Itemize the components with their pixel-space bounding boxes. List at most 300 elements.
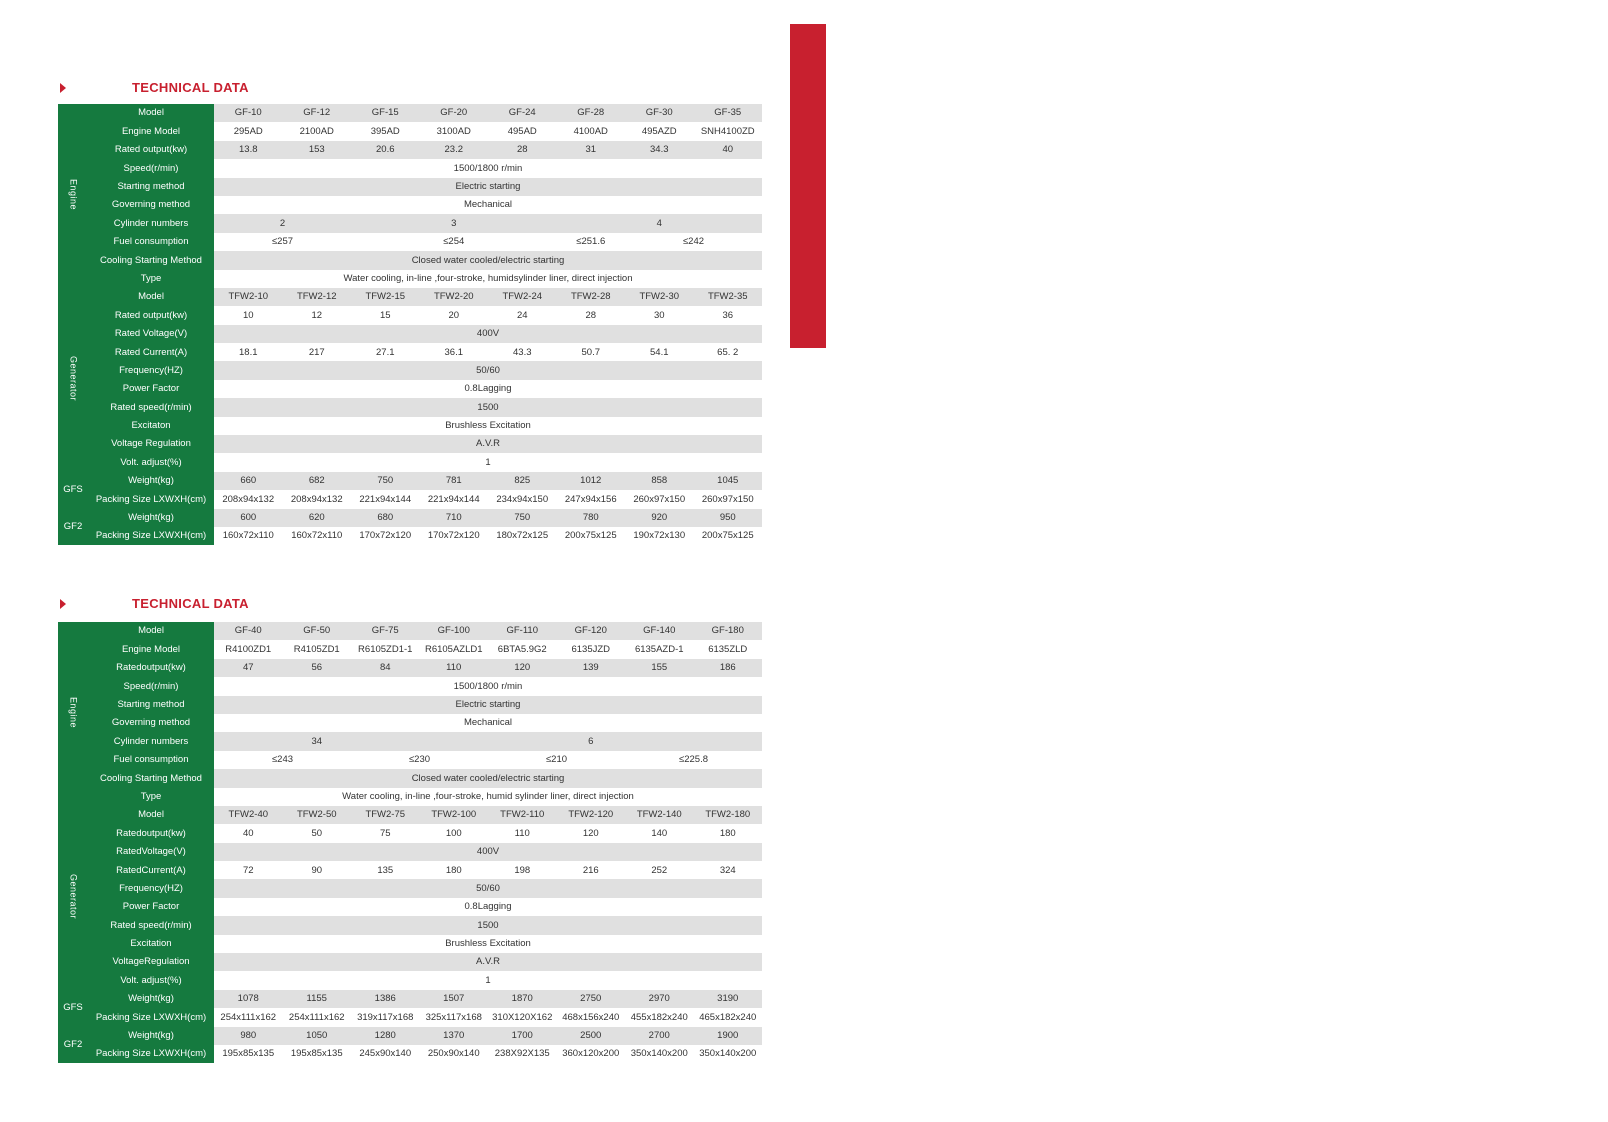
row-label: Engine Model (88, 640, 214, 658)
table-row (58, 622, 762, 640)
value-cell: GF-140 (625, 622, 694, 640)
value-cell: GF-20 (420, 104, 489, 122)
value-cell: 56 (283, 659, 352, 677)
value-cell: 170x72x120 (420, 527, 489, 545)
merged-value-cell: ≤251.6 (557, 233, 626, 251)
value-cell: 36.1 (420, 343, 489, 361)
table-row (58, 288, 762, 306)
value-cell: R6105ZD1-1 (351, 640, 420, 658)
value-cell: TFW2-140 (625, 806, 694, 824)
value-cell: 310X120X162 (488, 1008, 557, 1026)
row-label: Model (88, 622, 214, 640)
value-cell: 247x94x156 (557, 490, 626, 508)
value-cell: 50.7 (557, 343, 626, 361)
section-header-1 (60, 80, 249, 95)
value-cell: 200x75x125 (557, 527, 626, 545)
value-cell: R4105ZD1 (283, 640, 352, 658)
shared-value-cell: 0.8Lagging (214, 380, 762, 398)
table-row (58, 898, 762, 916)
row-label: Type (88, 270, 214, 288)
value-cell: R6105AZLD1 (420, 640, 489, 658)
group-label-text: Generator (68, 356, 79, 402)
value-cell: 6135AZD-1 (625, 640, 694, 658)
row-label: Fuel consumption (88, 751, 214, 769)
value-cell: 50 (283, 824, 352, 842)
value-cell: GF-12 (283, 104, 352, 122)
table-row (58, 677, 762, 695)
table-row (58, 251, 762, 269)
value-cell: GF-30 (625, 104, 694, 122)
value-cell: 198 (488, 861, 557, 879)
value-cell: 620 (283, 509, 352, 527)
group-label-engine (58, 622, 88, 806)
value-cell: 180 (694, 824, 763, 842)
table-row (58, 824, 762, 842)
value-cell: 30 (625, 306, 694, 324)
value-cell: 217 (283, 343, 352, 361)
merged-value-cell: 4 (557, 214, 763, 232)
red-arrow-icon (60, 599, 66, 609)
value-cell: 2100AD (283, 122, 352, 140)
row-label: Power Factor (88, 898, 214, 916)
value-cell: 170x72x120 (351, 527, 420, 545)
shared-value-cell: Water cooling, in-line ,four-stroke, humidsylinder liner, direct injection (214, 270, 762, 288)
table-row (58, 843, 762, 861)
table-row (58, 788, 762, 806)
group-label-generator (58, 288, 88, 472)
value-cell: TFW2-10 (214, 288, 283, 306)
value-cell: 3190 (694, 990, 763, 1008)
value-cell: TFW2-35 (694, 288, 763, 306)
row-label: Volt. adjust(%) (88, 453, 214, 471)
value-cell: 495AZD (625, 122, 694, 140)
value-cell: 319x117x168 (351, 1008, 420, 1026)
table-row (58, 769, 762, 787)
value-cell: GF-50 (283, 622, 352, 640)
value-cell: 1370 (420, 1027, 489, 1045)
group-label-engine (58, 104, 88, 288)
value-cell: 680 (351, 509, 420, 527)
value-cell: 295AD (214, 122, 283, 140)
shared-value-cell: Brushless Excitation (214, 417, 762, 435)
shared-value-cell: 1500 (214, 916, 762, 934)
group-label-text: GFS (63, 1002, 83, 1014)
value-cell: GF-35 (694, 104, 763, 122)
table-row (58, 361, 762, 379)
value-cell: 260x97x150 (625, 490, 694, 508)
value-cell: 140 (625, 824, 694, 842)
row-label: RatedVoltage(V) (88, 843, 214, 861)
row-label: Frequency(HZ) (88, 361, 214, 379)
value-cell: GF-110 (488, 622, 557, 640)
row-label: Power Factor (88, 380, 214, 398)
value-cell: 110 (488, 824, 557, 842)
merged-value-cell: 6 (420, 732, 763, 750)
value-cell: TFW2-24 (488, 288, 557, 306)
value-cell: 1386 (351, 990, 420, 1008)
value-cell: 47 (214, 659, 283, 677)
value-cell: 153 (283, 141, 352, 159)
value-cell: 325x117x168 (420, 1008, 489, 1026)
value-cell: 186 (694, 659, 763, 677)
value-cell: 1155 (283, 990, 352, 1008)
table-row (58, 490, 762, 508)
value-cell: 1050 (283, 1027, 352, 1045)
row-label: Voltage Regulation (88, 435, 214, 453)
merged-value-cell: 2 (214, 214, 351, 232)
value-cell: 465x182x240 (694, 1008, 763, 1026)
value-cell: 195x85x135 (214, 1045, 283, 1063)
row-label: Cooling Starting Method (88, 251, 214, 269)
value-cell: TFW2-12 (283, 288, 352, 306)
table-row (58, 935, 762, 953)
value-cell: GF-40 (214, 622, 283, 640)
group-label-text: Generator (68, 874, 79, 920)
value-cell: 190x72x130 (625, 527, 694, 545)
row-label: Ratedoutput(kw) (88, 659, 214, 677)
value-cell: TFW2-180 (694, 806, 763, 824)
table-row (58, 806, 762, 824)
merged-value-cell: 34 (214, 732, 420, 750)
group-label-gfs (58, 990, 88, 1027)
merged-value-cell: ≤243 (214, 751, 351, 769)
value-cell: GF-15 (351, 104, 420, 122)
value-cell: 780 (557, 509, 626, 527)
table-row (58, 233, 762, 251)
shared-value-cell: 1 (214, 971, 762, 989)
row-label: Weight(kg) (88, 990, 214, 1008)
row-label: Type (88, 788, 214, 806)
value-cell: 858 (625, 472, 694, 490)
table-row (58, 1027, 762, 1045)
value-cell: 6135JZD (557, 640, 626, 658)
value-cell: GF-100 (420, 622, 489, 640)
value-cell: TFW2-28 (557, 288, 626, 306)
row-label: Weight(kg) (88, 509, 214, 527)
table-row (58, 178, 762, 196)
value-cell: 23.2 (420, 141, 489, 159)
merged-value-cell: ≤257 (214, 233, 351, 251)
table-row (58, 714, 762, 732)
value-cell: TFW2-40 (214, 806, 283, 824)
value-cell: 31 (557, 141, 626, 159)
value-cell: 20.6 (351, 141, 420, 159)
table-row (58, 453, 762, 471)
value-cell: 28 (557, 306, 626, 324)
table-row (58, 306, 762, 324)
value-cell: 24 (488, 306, 557, 324)
row-label: Rated Current(A) (88, 343, 214, 361)
value-cell: 20 (420, 306, 489, 324)
shared-value-cell: 0.8Lagging (214, 898, 762, 916)
row-label: Cylinder numbers (88, 214, 214, 232)
value-cell: SNH4100ZD (694, 122, 763, 140)
row-label: Packing Size LXWXH(cm) (88, 1045, 214, 1063)
group-label-gf2 (58, 1027, 88, 1064)
value-cell: 250x90x140 (420, 1045, 489, 1063)
shared-value-cell: 50/60 (214, 361, 762, 379)
merged-value-cell: ≤225.8 (625, 751, 762, 769)
value-cell: 10 (214, 306, 283, 324)
value-cell: 13.8 (214, 141, 283, 159)
value-cell: 238X92X135 (488, 1045, 557, 1063)
value-cell: 252 (625, 861, 694, 879)
value-cell: 254x111x162 (283, 1008, 352, 1026)
shared-value-cell: 1500/1800 r/min (214, 677, 762, 695)
value-cell: 40 (694, 141, 763, 159)
red-arrow-icon (60, 83, 66, 93)
shared-value-cell: A.V.R (214, 953, 762, 971)
value-cell: 781 (420, 472, 489, 490)
value-cell: 36 (694, 306, 763, 324)
value-cell: 980 (214, 1027, 283, 1045)
row-label: Model (88, 288, 214, 306)
table-row (58, 343, 762, 361)
value-cell: 1900 (694, 1027, 763, 1045)
row-label: Packing Size LXWXH(cm) (88, 527, 214, 545)
value-cell: TFW2-75 (351, 806, 420, 824)
row-label: Volt. adjust(%) (88, 971, 214, 989)
row-label: Speed(r/min) (88, 159, 214, 177)
value-cell: 455x182x240 (625, 1008, 694, 1026)
row-label: RatedCurrent(A) (88, 861, 214, 879)
table-row (58, 398, 762, 416)
value-cell: 200x75x125 (694, 527, 763, 545)
row-label: Rated speed(r/min) (88, 398, 214, 416)
table-row (58, 472, 762, 490)
value-cell: TFW2-20 (420, 288, 489, 306)
row-label: Starting method (88, 178, 214, 196)
table-row (58, 1045, 762, 1063)
value-cell: 2750 (557, 990, 626, 1008)
section-title: TECHNICAL DATA (132, 596, 249, 611)
value-cell: 3100AD (420, 122, 489, 140)
value-cell: 120 (557, 824, 626, 842)
value-cell: 110 (420, 659, 489, 677)
row-label: VoltageRegulation (88, 953, 214, 971)
table-row (58, 640, 762, 658)
value-cell: 1078 (214, 990, 283, 1008)
shared-value-cell: Brushless Excitation (214, 935, 762, 953)
value-cell: 920 (625, 509, 694, 527)
brand-label: DONGFENG MACHINERY ELECTRICAL 东风机电 (1590, 47, 1606, 373)
group-label-text: GF2 (63, 1039, 83, 1051)
shared-value-cell: Electric starting (214, 696, 762, 714)
table-row (58, 104, 762, 122)
section-header-2 (60, 596, 249, 611)
table-row (58, 270, 762, 288)
row-label: Packing Size LXWXH(cm) (88, 490, 214, 508)
value-cell: 260x97x150 (694, 490, 763, 508)
group-label-generator (58, 806, 88, 990)
value-cell: 1045 (694, 472, 763, 490)
row-label: Weight(kg) (88, 472, 214, 490)
value-cell: 6135ZLD (694, 640, 763, 658)
row-label: Rated speed(r/min) (88, 916, 214, 934)
row-label: Weight(kg) (88, 1027, 214, 1045)
value-cell: 6BTA5.9G2 (488, 640, 557, 658)
value-cell: TFW2-50 (283, 806, 352, 824)
merged-value-cell: ≤230 (351, 751, 488, 769)
value-cell: TFW2-30 (625, 288, 694, 306)
merged-value-cell: 3 (351, 214, 557, 232)
value-cell: TFW2-110 (488, 806, 557, 824)
row-label: Model (88, 806, 214, 824)
value-cell: 1507 (420, 990, 489, 1008)
value-cell: 1870 (488, 990, 557, 1008)
table-row (58, 417, 762, 435)
table-row (58, 1008, 762, 1026)
spec-table-1 (58, 104, 762, 545)
row-label: Excitation (88, 935, 214, 953)
group-label-gfs (58, 472, 88, 509)
shared-value-cell: 50/60 (214, 879, 762, 897)
row-label: Model (88, 104, 214, 122)
spec-table-2 (58, 622, 762, 1063)
row-label: Starting method (88, 696, 214, 714)
table-row (58, 325, 762, 343)
value-cell: TFW2-100 (420, 806, 489, 824)
value-cell: 139 (557, 659, 626, 677)
value-cell: 34.3 (625, 141, 694, 159)
value-cell: 40 (214, 824, 283, 842)
shared-value-cell: Mechanical (214, 714, 762, 732)
value-cell: GF-28 (557, 104, 626, 122)
shared-value-cell: 1500 (214, 398, 762, 416)
value-cell: 1700 (488, 1027, 557, 1045)
value-cell: 1280 (351, 1027, 420, 1045)
shared-value-cell: 400V (214, 843, 762, 861)
value-cell: GF-120 (557, 622, 626, 640)
value-cell: 245x90x140 (351, 1045, 420, 1063)
value-cell: 135 (351, 861, 420, 879)
value-cell: 682 (283, 472, 352, 490)
row-label: Rated output(kw) (88, 141, 214, 159)
value-cell: 825 (488, 472, 557, 490)
value-cell: 65. 2 (694, 343, 763, 361)
group-label-text: Engine (68, 697, 79, 729)
row-label: Fuel consumption (88, 233, 214, 251)
value-cell: 90 (283, 861, 352, 879)
value-cell: 660 (214, 472, 283, 490)
row-label: Engine Model (88, 122, 214, 140)
table-row (58, 122, 762, 140)
shared-value-cell: 1 (214, 453, 762, 471)
value-cell: 395AD (351, 122, 420, 140)
value-cell: 180 (420, 861, 489, 879)
value-cell: 28 (488, 141, 557, 159)
shared-value-cell: Closed water cooled/electric starting (214, 769, 762, 787)
value-cell: 710 (420, 509, 489, 527)
value-cell: 950 (694, 509, 763, 527)
value-cell: 15 (351, 306, 420, 324)
shared-value-cell: Water cooling, in-line ,four-stroke, humid sylinder liner, direct injection (214, 788, 762, 806)
table-row (58, 380, 762, 398)
table-row (58, 696, 762, 714)
brand-side-tab (790, 24, 1606, 373)
table-row (58, 141, 762, 159)
value-cell: 4100AD (557, 122, 626, 140)
table-row (58, 732, 762, 750)
shared-value-cell: Closed water cooled/electric starting (214, 251, 762, 269)
value-cell: GF-75 (351, 622, 420, 640)
value-cell: 324 (694, 861, 763, 879)
value-cell: 1012 (557, 472, 626, 490)
value-cell: R4100ZD1 (214, 640, 283, 658)
table-row (58, 861, 762, 879)
value-cell: 195x85x135 (283, 1045, 352, 1063)
value-cell: 221x94x144 (420, 490, 489, 508)
value-cell: 254x111x162 (214, 1008, 283, 1026)
table-row (58, 879, 762, 897)
table-row (58, 971, 762, 989)
value-cell: 468x156x240 (557, 1008, 626, 1026)
value-cell: 75 (351, 824, 420, 842)
value-cell: 216 (557, 861, 626, 879)
value-cell: 180x72x125 (488, 527, 557, 545)
table-row (58, 159, 762, 177)
section-title: TECHNICAL DATA (132, 80, 249, 95)
table-row (58, 916, 762, 934)
row-label: Rated output(kw) (88, 306, 214, 324)
value-cell: 54.1 (625, 343, 694, 361)
value-cell: 350x140x200 (694, 1045, 763, 1063)
value-cell: 600 (214, 509, 283, 527)
value-cell: 2970 (625, 990, 694, 1008)
value-cell: 12 (283, 306, 352, 324)
group-label-gf2 (58, 509, 88, 546)
shared-value-cell: Electric starting (214, 178, 762, 196)
group-label-text: GF2 (63, 521, 83, 533)
value-cell: GF-24 (488, 104, 557, 122)
row-label: Excitaton (88, 417, 214, 435)
shared-value-cell: 1500/1800 r/min (214, 159, 762, 177)
value-cell: 234x94x150 (488, 490, 557, 508)
value-cell: 84 (351, 659, 420, 677)
value-cell: GF-180 (694, 622, 763, 640)
value-cell: 43.3 (488, 343, 557, 361)
shared-value-cell: 400V (214, 325, 762, 343)
merged-value-cell: ≤254 (351, 233, 557, 251)
value-cell: TFW2-120 (557, 806, 626, 824)
value-cell: 160x72x110 (283, 527, 352, 545)
value-cell: 27.1 (351, 343, 420, 361)
value-cell: 160x72x110 (214, 527, 283, 545)
row-label: Rated Voltage(V) (88, 325, 214, 343)
table-row (58, 214, 762, 232)
table-row (58, 953, 762, 971)
value-cell: 360x120x200 (557, 1045, 626, 1063)
value-cell: 120 (488, 659, 557, 677)
value-cell: 18.1 (214, 343, 283, 361)
table-row (58, 196, 762, 214)
value-cell: 750 (488, 509, 557, 527)
merged-value-cell: ≤210 (488, 751, 625, 769)
value-cell: 72 (214, 861, 283, 879)
value-cell: 350x140x200 (625, 1045, 694, 1063)
table-row (58, 990, 762, 1008)
value-cell: 100 (420, 824, 489, 842)
table-row (58, 527, 762, 545)
row-label: Packing Size LXWXH(cm) (88, 1008, 214, 1026)
shared-value-cell: A.V.R (214, 435, 762, 453)
row-label: Ratedoutput(kw) (88, 824, 214, 842)
merged-value-cell: ≤242 (625, 233, 762, 251)
row-label: Speed(r/min) (88, 677, 214, 695)
group-label-text: GFS (63, 484, 83, 496)
value-cell: 221x94x144 (351, 490, 420, 508)
table-row (58, 659, 762, 677)
